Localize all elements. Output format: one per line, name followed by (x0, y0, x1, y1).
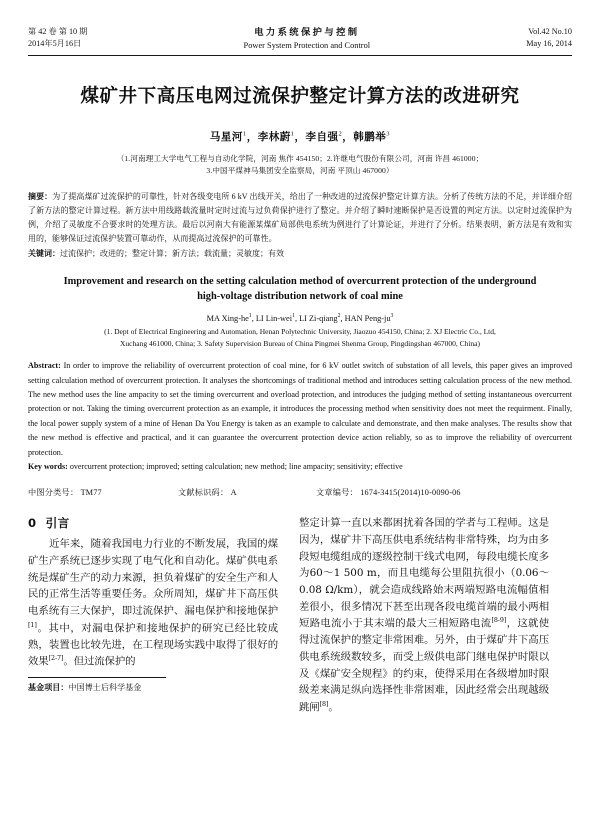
clc-value: TM77 (80, 488, 102, 498)
affiliations-en (28, 326, 572, 350)
article-id-value: 1674-3415(2014)10-0090-06 (360, 488, 461, 498)
fund-value: 中国博士后科学基金 (68, 683, 142, 693)
footnote-divider (28, 677, 166, 678)
running-head (28, 26, 572, 54)
running-head-left (28, 26, 87, 49)
affiliation-en-line-1: (1. Dept of Electrical Engineering and Automation, Henan Polytechnic University, Jiaozuo 454150, China; 2. XJ Electric Co., Ltd, (104, 327, 496, 337)
affiliations-cn (28, 153, 572, 178)
running-head-journal (87, 26, 526, 52)
section-title: 引言 (45, 516, 70, 531)
document-code (178, 487, 316, 498)
clc-label: 中图分类号： (28, 488, 79, 498)
section-number: 0 (28, 516, 37, 531)
fund-note (28, 682, 278, 695)
affiliation-en-line-2: Xuchang 461000, China; 3. Safety Supervision Bureau of China Pingmei Shenma Group, Pingdingshan 467000, China) (120, 339, 480, 349)
document-code-label: 文献标识码： (178, 488, 229, 498)
paragraph-left: 近年来，随着我国电力行业的不断发展，我国的煤矿生产系统已逐步实现了电气化和自动化。煤矿供电系统是煤矿生产的动力来源，担负着煤矿的安全生产和人民的正常生活等重要任务。众所周知，煤矿井下高压供电系统有三大保护，即过流保护、漏电保护和接地保护[1]。其中，对漏电保护和接地保护的研究已经比较成熟，装置也比较先进，在工程现场实践中取得了很好的效果[2-7]。但过流保护的 (28, 538, 278, 668)
abstract-en-text: In order to improve the reliability of overcurrent protection of coal mine, for 6 kV outlet switch of substation of all levels, this paper gives an improved setting calculation method of overcurrent protection. It analyses the shortcomings of traditional method and introduces setting calculation process of the new method. The new method uses the line ampacity to set the timing overcurrent and overload protection, and introduces the judging method of setting instantaneous overcurrent protection or not. Taking the timing overcurrent protection as an example, it introduces the processing method when sensitivity does not meet the requirment. Finally, the local power supply system of a mine of Henan Da You Energy is taken as an example to calculate and demonstrate, and then make analyses. The results show that the new method is effective and practical, and it can guarantee the overcurrent protection device action reliably, so as to improve the reliability of overcurrent protection. (28, 361, 572, 457)
article-title-en (28, 274, 572, 305)
column-right (299, 515, 549, 716)
abstract-cn (28, 190, 572, 247)
article-title-cn: 煤矿井下高压电网过流保护整定计算方法的改进研究 (80, 86, 520, 108)
paragraph-right: 整定计算一直以来都困扰着各国的学者与工程师。这是因为，煤矿井下高压供电系统结构非常特殊，均为由多段短电缆组成的逐级控制干线式电网，每段电缆长度多为60～1 500 m，而且电缆每公里阻抗很小（0.06～0.08 Ω/km），就会造成线路始末两端短路电流幅值相差很小，很多情况下甚至出现各段电缆首端的最小两相短路电流小于其末端的最大三相短路电流[8-9]，这就使得过流保护的整定非常困难。另外，由于煤矿井下高压供电系统级数较多，而受上级供电部门继电保护时限以及《煤矿安全规程》的约束，使得采用在各级增加时限级差来满足纵向选择性非常困难，因此经常会出现越级跳闸[8]。 (299, 517, 549, 714)
section-heading (28, 515, 278, 531)
body-columns (28, 515, 572, 716)
affiliation-cn-line-2: 3.中国平煤神马集团安全监察局，河南 平顶山 467000） (206, 166, 394, 176)
classification-line (28, 487, 572, 498)
volume-issue-en: Vol.42 No.10 (528, 27, 572, 36)
keywords-cn-text: 过流保护；改进的；整定计算；新方法；载流量；灵敏度；有效 (60, 248, 284, 258)
keywords-cn (28, 247, 572, 261)
abstract-cn-text: 为了提高煤矿过流保护的可靠性，针对各级变电所 6 kV 出线开关，给出了一种改进的过流保护整定计算方法。分析了传统方法的不足，并详细介绍了新方法的整定计算过程。新方法中用线路载流量时定时过流与过负荷保护进行了整定。并介绍了瞬时速断保护是否设置的判定方法。以定时过流保护为例，介绍了灵敏度不合要求时的处理方法。最后以河南大有能源某煤矿局部供电系统为例进行了计算论证，并进行了分析。结果表明，新方法是有效和实用的，能够保证过流保护装置可靠动作，从而提高过流保护的可靠性。 (28, 191, 572, 244)
authors-en: MA Xing-$he^1$, LI Lin-wei$^1$, LI Zi-qiang$^2$, HAN Peng-$ju^3$ (206, 312, 394, 323)
clc-number (28, 487, 178, 498)
affiliation-cn-line-1: （1.河南理工大学电气工程与自动化学院，河南 焦作 454150；2.许继电气股份有限公司，河南 许昌 461000； (116, 154, 484, 164)
keywords-en-label: Key words: (28, 461, 68, 471)
publication-date-en: May 16, 2014 (526, 38, 572, 48)
authors-cn: 马星河$^1$，李林蔚$^1$，李自强$^2$，韩鹏举$^3$ (209, 130, 391, 144)
abstract-cn-label: 摘要： (28, 191, 53, 201)
keywords-cn-label: 关键词： (28, 248, 60, 258)
journal-title-en: Power System Protection and Control (243, 41, 371, 51)
column-left (28, 515, 278, 695)
article-title-en-line-2: high-voltage distribution network of coal mine (197, 291, 403, 303)
article-id-label: 文章编号： (316, 488, 358, 498)
running-head-right (526, 26, 572, 49)
article-title-en-line-1: Improvement and research on the setting calculation method of overcurrent protection of the underground (63, 275, 537, 287)
fund-label: 基金项目： (28, 683, 69, 693)
article-id (316, 487, 461, 498)
publication-date-cn: 2014年5月16日 (28, 38, 82, 48)
abstract-en (28, 359, 572, 460)
volume-issue-cn: 第 42 卷 第 10 期 (28, 27, 88, 36)
journal-title-cn: 电力系统保护与控制 (254, 27, 360, 38)
header-divider (28, 55, 572, 56)
keywords-en (28, 460, 572, 474)
keywords-en-text: overcurrent protection; improved; setting calculation; new method; line ampacity; sensitivity; effective (67, 461, 403, 471)
abstract-en-label: Abstract: (28, 361, 61, 371)
document-code-value: A (230, 488, 237, 498)
